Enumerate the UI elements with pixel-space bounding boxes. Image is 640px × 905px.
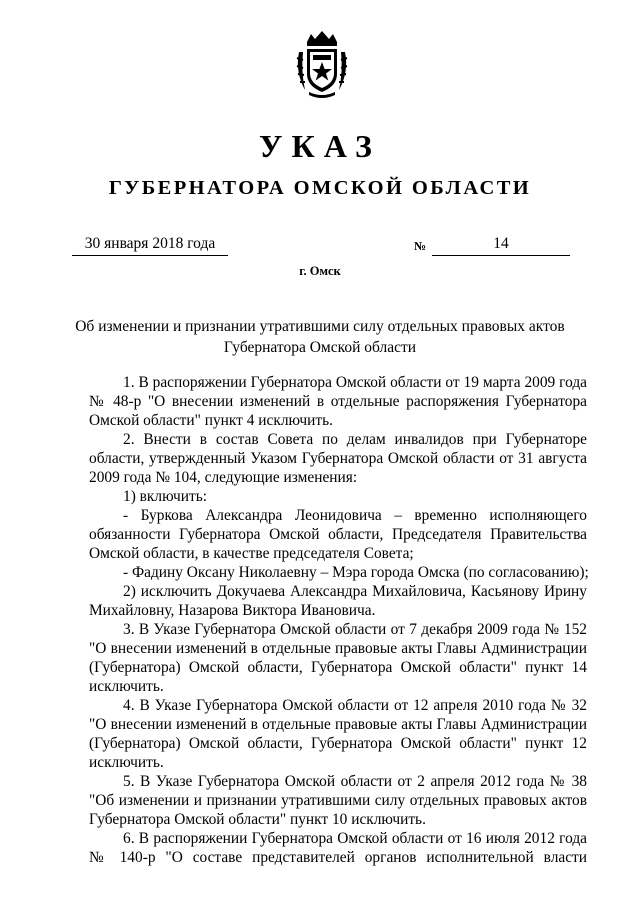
decree-number: 14	[432, 234, 570, 256]
body-line: 2. Внести в состав Совета по делам инвалидов при Губернаторе	[123, 431, 587, 448]
body-line: Губернатора Омской области" пункт 10 исключить.	[89, 811, 426, 828]
body-line: 1) включить:	[123, 488, 208, 505]
decree-subject	[60, 316, 580, 358]
decree-issuer: ГУБЕРНАТОРА ОМСКОЙ ОБЛАСТИ	[108, 177, 532, 199]
subject-line: Об изменении и признании утратившими силу отдельных правовых актов	[75, 318, 565, 335]
body-line: 2009 года № 104, следующие изменения:	[89, 469, 358, 486]
body-line: - Фадину Оксану Николаевну – Мэра города Омска (по согласованию);	[123, 564, 589, 581]
subject-line: Губернатора Омской области	[223, 339, 417, 356]
body-line: 3. В Указе Губернатора Омской области от 7 декабря 2009 года № 152	[123, 621, 587, 638]
body-line: № 140-р "О составе представителей органов исполнительной власти	[89, 849, 587, 866]
body-line: Омской области, в качестве председателя Совета;	[89, 545, 414, 562]
body-line: Михайловну, Назарова Виктора Ивановича.	[89, 602, 376, 619]
body-line: "О внесении изменений в отдельные правовые акты Главы Администрации	[89, 640, 587, 657]
decree-title: УКАЗ	[259, 128, 381, 164]
coat-of-arms-icon	[293, 28, 351, 100]
decree-city: г. Омск	[299, 264, 341, 278]
decree-body	[89, 373, 587, 867]
number-label: №	[414, 239, 427, 253]
body-line: Омской области" пункт 4 исключить.	[89, 412, 334, 429]
body-line: 2) исключить Докучаева Александра Михайловича, Касьянову Ирину	[123, 583, 587, 600]
body-line: 4. В Указе Губернатора Омской области от 12 апреля 2010 года № 32	[123, 697, 587, 714]
body-line: исключить.	[89, 678, 164, 695]
body-line: "О внесении изменений в отдельные правовые акты Главы Администрации	[89, 716, 587, 733]
body-line: № 48-р "О внесении изменений в отдельные распоряжения Губернатора	[89, 393, 587, 410]
body-line: исключить.	[89, 754, 164, 771]
body-line: обязанности Губернатора Омской области, Председателя Правительства	[89, 526, 587, 543]
body-line: области, утвержденный Указом Губернатора Омской области от 31 августа	[89, 450, 587, 467]
body-line: 6. В распоряжении Губернатора Омской области от 16 июля 2012 года	[123, 830, 587, 847]
decree-date: 30 января 2018 года	[72, 234, 228, 256]
body-line: (Губернатора) Омской области, Губернатора Омской области" пункт 12	[89, 735, 587, 752]
body-line: (Губернатора) Омской области, Губернатора Омской области" пункт 14	[89, 659, 587, 676]
body-line: - Буркова Александра Леонидовича – временно исполняющего	[123, 507, 587, 524]
body-line: 1. В распоряжении Губернатора Омской области от 19 марта 2009 года	[123, 374, 587, 391]
body-line: 5. В Указе Губернатора Омской области от 2 апреля 2012 года № 38	[123, 773, 587, 790]
body-line: "Об изменении и признании утратившими силу отдельных правовых актов	[89, 792, 587, 809]
